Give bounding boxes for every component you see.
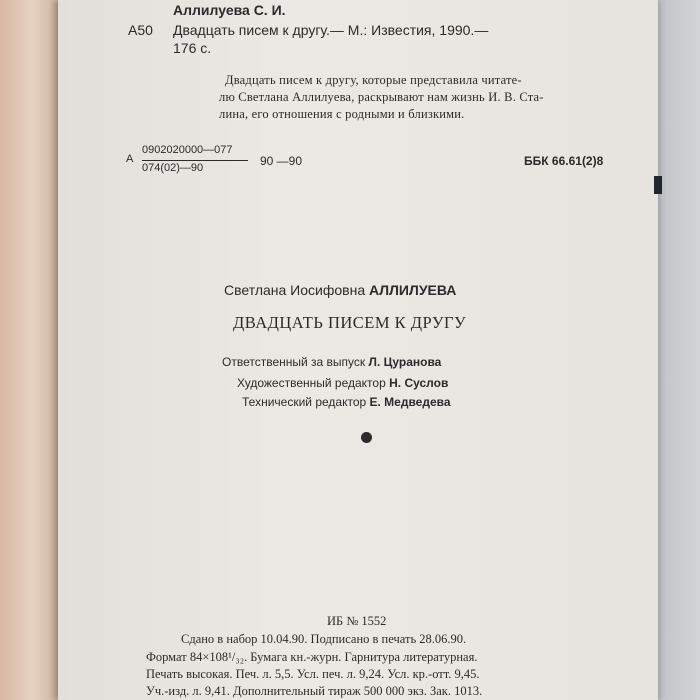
credit-line [237,376,448,390]
author-given-names: Светлана Иосифовна [224,282,369,298]
book-title: ДВАДЦАТЬ ПИСЕМ К ДРУГУ [233,313,467,332]
credit-role: Ответственный за выпуск [222,355,369,369]
page-edge-marker [654,176,662,194]
credit-line [242,395,451,409]
index-letter: А [126,153,134,165]
imprint-line: Печать высокая. Печ. л. 5,5. Усл. печ. л. 9,24. Усл. кр.-отт. 9,45. [146,667,480,681]
imprint-line: Формат 84×108¹/₃₂. Бумага кн.-журн. Гарнитура литературная. [146,650,478,664]
ib-number: ИБ № 1552 [327,614,387,628]
imprint-line: Сдано в набор 10.04.90. Подписано в печать 28.06.90. [181,632,467,646]
credit-role: Художественный редактор [237,376,390,390]
credit-role: Технический редактор [242,395,370,409]
book-author [224,282,456,298]
catalog-call-code: А50 [128,22,153,38]
credit-line [222,355,441,369]
annotation-line: лина, его отношения с родными и близкими. [219,107,465,121]
credit-name: Н. Суслов [389,376,449,390]
index-code-denominator: 074(02)—90 [142,162,204,174]
credit-name: Е. Медведева [369,395,451,409]
book-page [58,0,658,700]
author-surname: АЛЛИЛУЕВА [369,282,457,298]
index-code-numerator: 0902020000—077 [142,144,233,156]
index-code-range: 90 —90 [260,154,303,168]
background-surface [652,0,700,700]
catalog-author-heading: Аллилуева С. И. [173,2,286,18]
imprint-line: Уч.-изд. л. 9,41. Дополнительный тираж 500 000 экз. Зак. 1013. [146,684,483,698]
catalog-pages: 176 с. [173,40,212,56]
decorative-bullet [361,432,372,443]
annotation-line: Двадцать писем к другу, которые представила читате- [225,73,522,87]
bbk-classification: ББК 66.61(2)8 [524,154,604,168]
credit-name: Л. Цуранова [368,355,442,369]
fraction-divider [142,160,248,161]
annotation-line: лю Светлана Аллилуева, раскрывают нам жизнь И. В. Ста- [219,90,544,104]
catalog-title-line: Двадцать писем к другу.— М.: Известия, 1990.— [173,22,489,38]
